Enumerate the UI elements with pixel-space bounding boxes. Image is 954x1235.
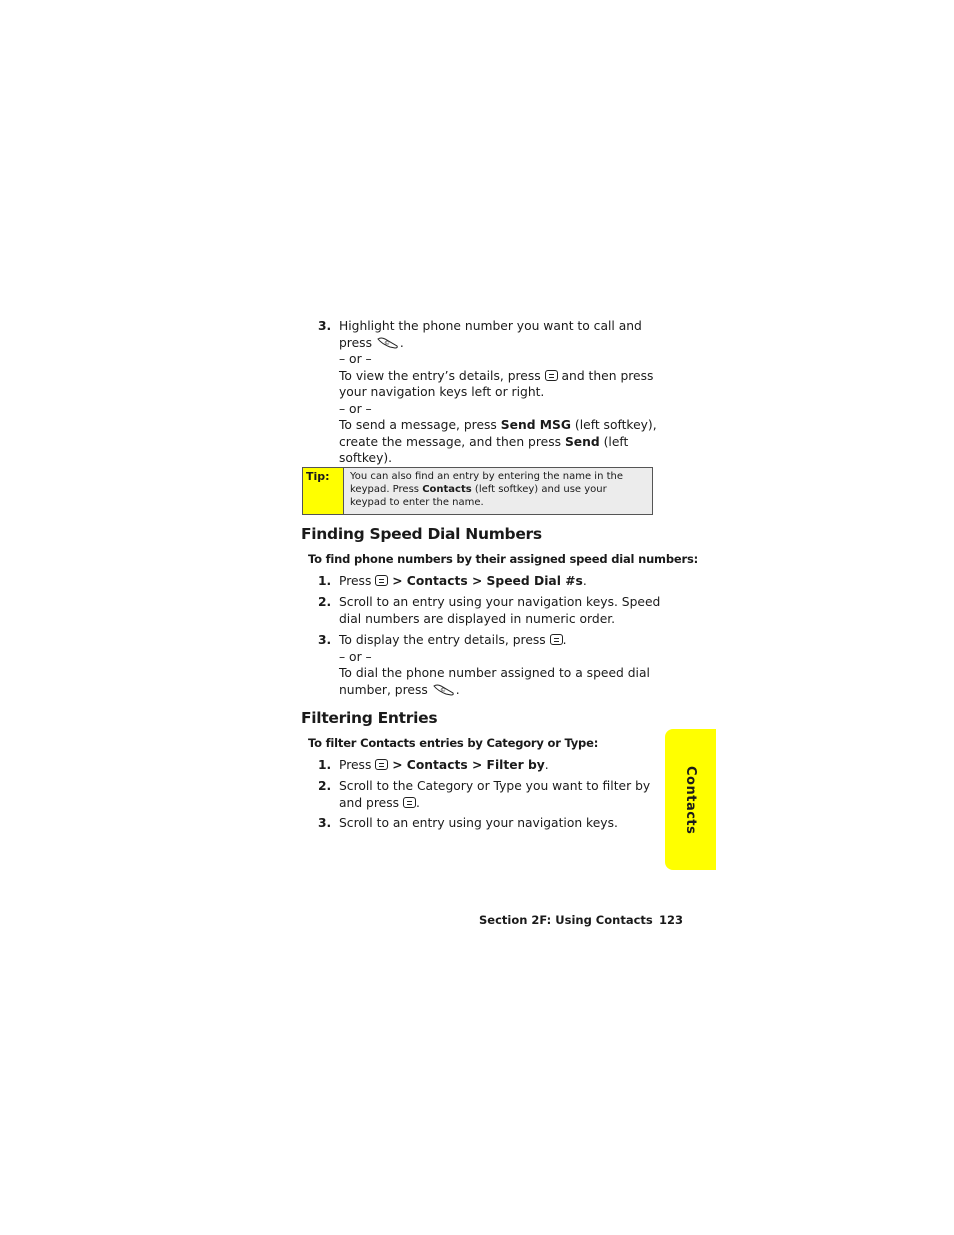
- step-number: 2.: [318, 595, 332, 609]
- tip-text-part: You can also find an entry by entering the name in the keypad. Press: [350, 471, 623, 495]
- step-text: .: [582, 574, 587, 588]
- procedure-lead: To find phone numbers by their assigned speed dial numbers:: [308, 552, 698, 566]
- softkey-label: Send MSG: [500, 418, 571, 432]
- footer-section-title: Section 2F: Using Contacts: [479, 913, 653, 927]
- section-heading: Filtering Entries: [301, 709, 438, 727]
- step-text: To dial the phone number assigned to a speed dial number, press: [339, 666, 650, 697]
- step-number: 3.: [318, 816, 332, 830]
- step-body: [339, 594, 669, 627]
- menu-ok-key-icon: [375, 575, 388, 586]
- step-text: To send a message, press: [339, 418, 497, 432]
- step-body: [339, 632, 669, 698]
- step-3-body: [339, 318, 669, 467]
- step-number: 3.: [318, 633, 332, 647]
- step-text: press: [339, 335, 372, 350]
- menu-path: > Contacts > Speed Dial #s: [392, 574, 583, 588]
- menu-path: > Contacts > Filter by: [392, 758, 545, 772]
- svg-text:©: ©: [439, 686, 446, 694]
- or-separator: – or –: [339, 649, 372, 664]
- svg-text:©: ©: [383, 339, 390, 347]
- softkey-label: Send: [564, 434, 600, 449]
- step-number: 1.: [318, 574, 332, 588]
- tip-softkey: Contacts: [422, 484, 472, 495]
- step-body: [339, 757, 669, 774]
- step-text: .: [415, 795, 420, 810]
- talk-key-icon: [376, 336, 400, 349]
- procedure-lead: To filter Contacts entries by Category or Type:: [308, 736, 599, 750]
- step-text: .: [562, 633, 567, 647]
- or-separator: – or –: [339, 352, 372, 366]
- step-text: Scroll to an entry using your navigation keys. Speed dial numbers are displayed in numeric order.: [339, 595, 661, 626]
- step-text: .: [399, 335, 404, 350]
- step-text: To display the entry details, press: [339, 633, 546, 647]
- step-number: 2.: [318, 779, 332, 793]
- step-text: Scroll to an entry using your navigation keys.: [339, 816, 618, 830]
- step-text: Press: [339, 758, 372, 772]
- step-text: Press: [339, 574, 372, 588]
- step-text: To view the entry’s details, press: [339, 368, 541, 383]
- step-text: .: [544, 758, 549, 772]
- step-text: (left softkey), create the message, and then press: [339, 418, 657, 449]
- step-text: (left softkey).: [339, 434, 629, 465]
- talk-key-icon: [432, 683, 456, 696]
- tip-label: Tip:: [303, 468, 344, 514]
- menu-ok-key-icon: [403, 797, 416, 808]
- step-body: [339, 778, 669, 811]
- step-number: 1.: [318, 758, 332, 772]
- tip-text: [344, 468, 652, 514]
- section-heading: Finding Speed Dial Numbers: [301, 525, 542, 543]
- step-text: .: [455, 682, 460, 697]
- or-separator: – or –: [339, 401, 372, 416]
- tip-text-part: (left softkey) and use your keypad to enter the name.: [350, 484, 607, 508]
- step-text: Highlight the phone number you want to call and: [339, 319, 642, 333]
- menu-ok-key-icon: [545, 370, 558, 381]
- step-body: [339, 815, 669, 832]
- tip-box: [302, 467, 653, 515]
- step-number: 3.: [318, 319, 332, 333]
- step-body: [339, 573, 669, 590]
- page-number: 123: [659, 913, 684, 927]
- step-text: Scroll to the Category or Type you want to filter by and press: [339, 779, 651, 810]
- side-tab-label: Contacts: [683, 765, 698, 835]
- menu-ok-key-icon: [550, 634, 563, 645]
- menu-ok-key-icon: [375, 759, 388, 770]
- step-text: and then press your navigation keys left or right.: [339, 368, 654, 399]
